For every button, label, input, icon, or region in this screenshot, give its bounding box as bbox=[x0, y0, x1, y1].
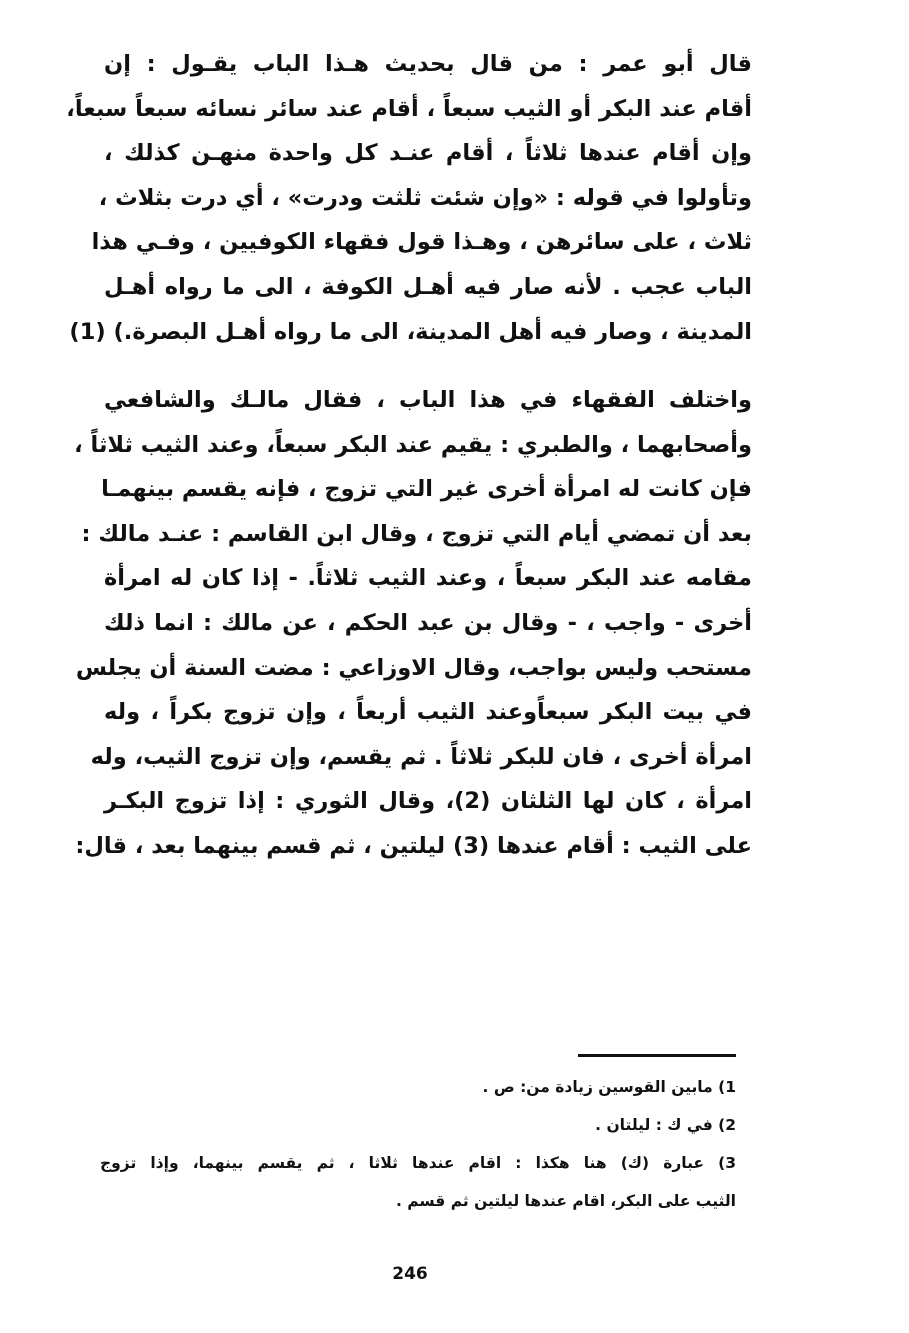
footnote-2: 2) في ك : ليلتان . bbox=[595, 1116, 736, 1134]
text-line: واختلف الفقهاء في هذا الباب ، فقال مالـك والشافعي bbox=[104, 387, 752, 413]
text-line: على الثيب : أقام عندها (3) ليلتين ، ثم قسم بينهما بعد ، قال: bbox=[75, 832, 752, 859]
text-line: وأصحابهما ، والطبري : يقيم عند البكر سبعاً، وعند الثيب ثلاثاً ، bbox=[74, 431, 752, 458]
text-line: وإن أقام عندها ثلاثاً ، أقام عنـد كل واحدة منهـن كذلك ، bbox=[104, 140, 752, 167]
footnote-3: 3) عبارة (ك) هنا هكذا : اقام عندها ثلاثا ، ثم يقسم بينهما، وإذا تزوج bbox=[100, 1154, 736, 1172]
text-line: في بيت البكر سبعاًوعند الثيب أربعاً ، وإن تزوج بكراً ، وله bbox=[104, 699, 752, 726]
text-line: امرأة ، كان لها الثلثان (2)، وقال الثوري : إذا تزوج البكـر bbox=[104, 788, 752, 815]
text-line: ثلاث ، على سائرهن ، وهـذا قول فقهاء الكوفيين ، وفـي هذا bbox=[91, 229, 752, 256]
text-line: بعد أن تمضي أيام التي تزوج ، وقال ابن القاسم : عنـد مالك : bbox=[81, 520, 752, 547]
text-line: أخرى - واجب ، - وقال بن عبد الحكم ، عن مالك : انما ذلك bbox=[104, 609, 752, 636]
page-number: 246 bbox=[392, 1264, 428, 1284]
text-line: وتأولوا في قوله : «وإن شئت ثلثت ودرت» ، أي درت بثلاث ، bbox=[98, 184, 752, 211]
text-line: الباب عجب . لأنه صار فيه أهـل الكوفة ، الى ما رواه أهـل bbox=[104, 273, 752, 300]
footnote-1: 1) مابين القوسين زيادة من: ص . bbox=[482, 1078, 736, 1096]
text-line: فإن كانت له امرأة أخرى غير التي تزوج ، فإنه يقسم بينهمـا bbox=[101, 476, 752, 503]
text-line: امرأة أخرى ، فان للبكر ثلاثاً . ثم يقسم، وإن تزوج الثيب، وله bbox=[90, 743, 752, 770]
paragraph-1 bbox=[66, 42, 752, 354]
footnote-3-continued: الثيب على البكر، اقام عندها ليلتين ثم قسم . bbox=[395, 1192, 736, 1210]
text-line: قال أبو عمر : من قال بحديث هـذا الباب يقـول : إن bbox=[104, 51, 752, 77]
footnote-divider bbox=[578, 1054, 736, 1057]
text-line: المدينة ، وصار فيه أهل المدينة، الى ما رواه أهـل البصرة.) (1) bbox=[69, 318, 752, 345]
text-line: مقامه عند البكر سبعاً ، وعند الثيب ثلاثاً. - إذا كان له امرأة bbox=[104, 565, 752, 592]
footnotes bbox=[100, 1068, 736, 1220]
paragraph-2 bbox=[74, 378, 752, 869]
text-line: أقام عند البكر أو الثيب سبعاً ، أقام عند سائر نسائه سبعاً سبعاً، bbox=[66, 95, 752, 122]
text-line: مستحب وليس بواجب، وقال الاوزاعي : مضت السنة أن يجلس bbox=[75, 654, 752, 681]
